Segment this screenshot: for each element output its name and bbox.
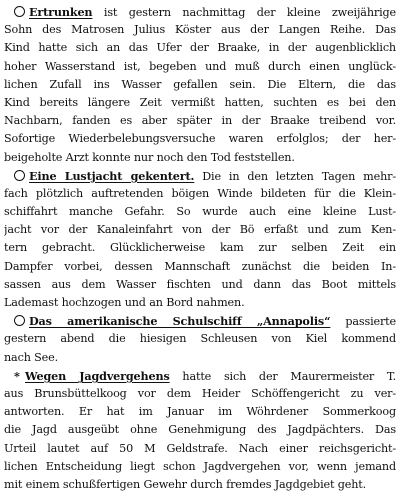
article-text: aus Brunsbüttelkoog vor dem Heider Schöffengericht zu ver- [4,386,396,400]
news-article [4,3,396,167]
text-line [4,276,396,294]
news-article [4,367,396,494]
article-text: schiffahrt manche Gefahr. So wurde auch eine kleine Lust- [4,205,396,219]
article-text: sassen aus dem Wasser fischten und dann das Boot mittels [4,277,396,291]
article-text: Lademast hochzogen und an Bord nahmen. [4,296,245,309]
article-text: lichen Zufall ins Wasser gefallen sein. Die Eltern, die das [4,77,396,91]
text-line [4,403,396,421]
text-line [4,421,396,439]
text-line [4,239,396,257]
circle-bullet-icon [14,170,25,181]
article-text: tern gebracht. Glücklicherweise kam zur selben Zeit ein [4,241,396,255]
article-text: Urteil lautet auf 50 M Geldstrafe. Nach einer reichsgericht- [4,441,396,455]
article-headline: Wegen Jagdvergehens [25,368,170,383]
text-line [4,385,396,403]
text-line [4,476,396,494]
news-article [4,312,396,367]
circle-bullet-icon [14,6,25,17]
article-text: Dampfer vorbei, dessen Mannschaft zunächst die beiden In- [4,259,396,273]
text-line [4,112,396,130]
article-text: beigeholte Arzt konnte nur noch den Tod feststellen. [4,150,295,164]
text-line [4,185,396,203]
article-headline: Eine Lustjacht gekentert. [29,168,195,183]
article-text: Die in den letzten Tagen mehr- [194,169,396,183]
news-article [4,167,396,313]
article-text: Sohn des Matrosen Julius Köster aus der Langen Reihe. Das [4,23,396,37]
asterisk-bullet-icon: * [14,368,20,383]
text-line [4,258,396,276]
article-text: lichen Entscheidung liegt schon Jagdvergehen vor, wenn jemand [4,459,396,473]
article-text: Nachbarn, fanden es aber später in der Braake treibend vor. [4,114,396,128]
text-line [4,58,396,76]
article-text: Kind bereits längere Zeit vermißt hatten, suchten es bei den [4,95,396,109]
article-headline: Ertrunken [29,5,93,19]
text-line [4,94,396,112]
article-text: hoher Wasserstand ist, begeben und muß durch einen unglück- [4,59,396,73]
article-text: passierte [330,315,396,329]
article-text: Kind hatte sich an das Ufer der Braake, in der augenblicklich [4,41,396,55]
text-line [4,349,396,367]
text-line [4,3,396,21]
text-line [4,294,396,312]
text-line [4,458,396,476]
article-text: mit einem schußfertigen Gewehr durch fremdes Jagdgebiet geht. [4,477,367,491]
text-line [4,167,396,185]
article-text: nach See. [4,350,59,364]
article-text: hatte sich der Maurermeister T. [169,369,396,383]
text-line [4,76,396,94]
article-text: gestern abend die hiesigen Schleusen von Kiel kommend [4,332,396,346]
text-line [4,440,396,458]
article-text: jacht vor der Kanaleinfahrt von der Bö erfaßt und zum Ken- [4,223,396,237]
article-text: fach plötzlich auftretenden böigen Winde bildeten für die Klein- [4,186,396,200]
text-line [4,149,396,167]
text-line [4,21,396,39]
text-line [4,130,396,148]
text-line [4,221,396,239]
text-line [4,39,396,57]
article-text: ist gestern nachmittag der kleine zweijährige [92,6,396,19]
circle-bullet-icon [14,315,25,326]
article-headline: Das amerikanische Schulschiff „Annapolis“ [29,314,331,329]
newspaper-column [4,3,396,494]
text-line [4,367,396,385]
article-text: die Jagd ausgeübt ohne Genehmigung des Jagdpächters. Das [4,423,396,437]
article-text: Sofortige Wiederbelebungsversuche waren erfolglos; der her- [4,132,396,146]
text-line [4,330,396,348]
text-line [4,312,396,330]
text-line [4,203,396,221]
article-text: antworten. Er hat im Januar im Wöhrdener Sommerkoog [4,405,396,419]
